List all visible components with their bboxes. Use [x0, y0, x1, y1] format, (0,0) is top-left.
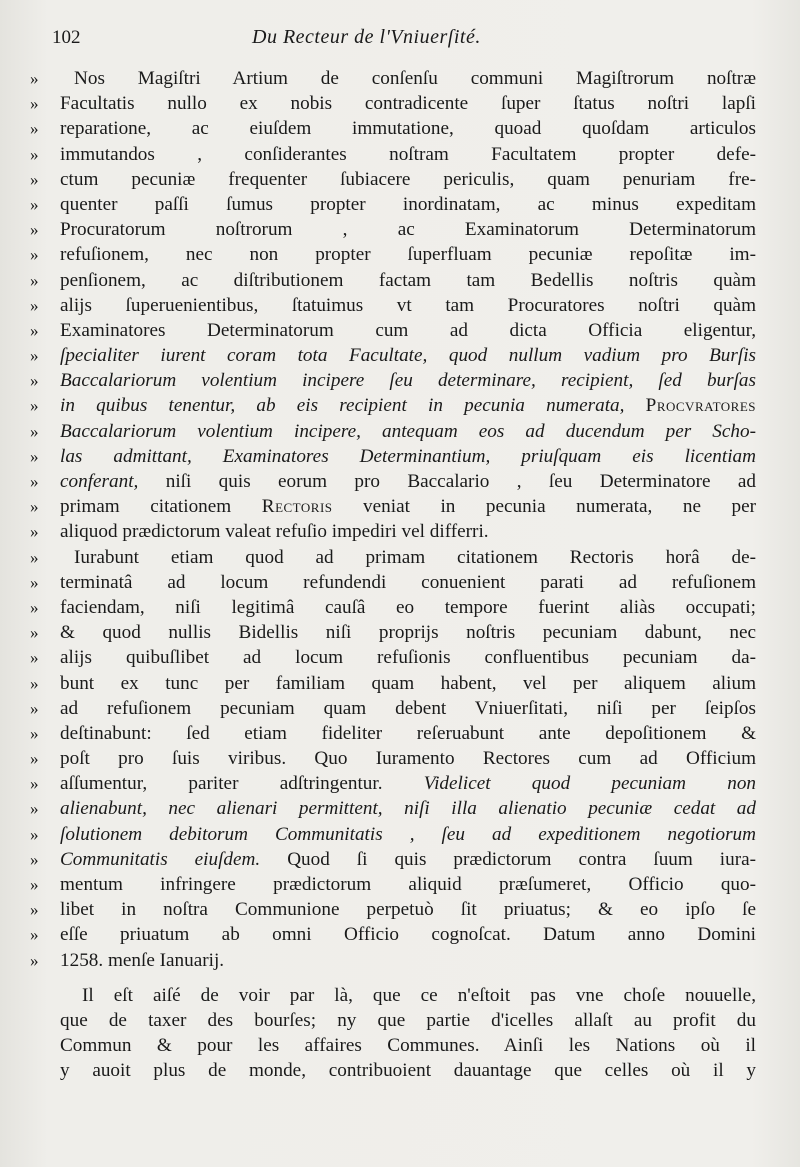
text-run: refuſionem, nec non propter ſuperfluam pecuniæ repoſitæ im- [60, 244, 756, 266]
line-text [60, 872, 756, 897]
line-text [60, 570, 756, 595]
line-text [60, 822, 756, 847]
text-run: mentum infringere prædictorum aliquid præſumeret, Officio quo- [60, 874, 756, 895]
text-line [30, 671, 756, 696]
text-run: Procvratores [645, 395, 756, 417]
text-run: terminatâ ad locum refundendi conuenient parati ad refuſionem [60, 571, 756, 593]
quote-mark: » [30, 69, 39, 88]
text-run: primam citationem [60, 496, 232, 518]
quote-mark: » [30, 119, 39, 139]
line-text [60, 746, 756, 771]
text-line [30, 897, 756, 922]
text-line [30, 796, 756, 821]
text-run: Videlicet quod pecuniam non [423, 773, 756, 795]
text-line [30, 242, 756, 267]
text-line [30, 1033, 756, 1058]
quote-mark: » [30, 270, 39, 290]
quote-mark: » [30, 396, 39, 416]
text-run: Rectoris [261, 496, 333, 518]
text-line [30, 91, 756, 116]
line-text [60, 217, 756, 242]
text-run: Communitatis eiuſdem. [60, 848, 261, 870]
line-text [60, 242, 756, 267]
text-line [30, 368, 756, 393]
line-text: Commun & pour les affaires Communes. Ainſi les Nations où il [60, 1035, 756, 1057]
quote-mark: » [30, 144, 39, 164]
text-run: Nos Magiſtri Artium de conſenſu communi Magiſtrorum noſtræ [74, 68, 756, 89]
line-text [60, 393, 756, 418]
quote-mark: » [30, 446, 39, 466]
line-text: y auoit plus de monde, contribuoient dauantage que celles où il y [60, 1060, 756, 1082]
text-run: poſt pro ſuis viribus. Quo Iuramento Rectores cum ad Officium [60, 748, 756, 770]
text-line [30, 1008, 756, 1033]
text-line [30, 595, 756, 620]
text-line [30, 343, 756, 368]
quote-mark: » [30, 774, 39, 794]
text-run: libet in noſtra Communione perpetuò ſit priuatus; & eo ipſo ſe [60, 899, 756, 921]
quote-mark: » [30, 824, 39, 844]
text-run: ad refuſionem pecuniam quam debent Vniuerſitati, niſi per ſeipſos [60, 697, 756, 719]
text-run: deſtinabunt: ſed etiam fideliter reſeruabunt ante depoſitionem & [60, 722, 756, 744]
line-text [60, 620, 756, 645]
quote-mark: » [30, 925, 39, 945]
text-run: Baccalariorum volentium incipere ſeu determinare, recipient, ſed burſas [60, 370, 756, 392]
text-run: las admittant, Examinatores Determinantium, priuſquam eis licentiam [60, 445, 756, 467]
quote-mark: » [30, 220, 39, 240]
line-text [60, 66, 756, 91]
line-text [60, 645, 756, 670]
text-line [30, 393, 756, 418]
text-line [30, 66, 756, 91]
line-text [60, 116, 756, 141]
text-line [30, 217, 756, 242]
line-text [60, 419, 756, 444]
quote-mark: » [30, 648, 39, 668]
quote-mark: » [30, 169, 39, 189]
line-text [60, 721, 756, 746]
line-text [60, 696, 756, 721]
text-line [30, 519, 756, 544]
text-line [30, 116, 756, 141]
text-run: penſionem, ac diſtributionem factam tam Bedellis noſtris quàm [60, 269, 756, 291]
quote-mark: » [30, 94, 39, 114]
text-line [30, 983, 756, 1008]
text-run: reparatione, ac eiuſdem immutatione, quoad quoſdam articulos [60, 118, 756, 140]
text-line [30, 922, 756, 947]
text-line [30, 142, 756, 167]
line-text [60, 771, 756, 796]
text-line [30, 192, 756, 217]
running-title: Du Recteur de l'Vniuerſité. [252, 26, 481, 48]
text-run: bunt ex tunc per familiam quam habent, vel per aliquem alium [60, 672, 756, 694]
page-number: 102 [52, 27, 81, 48]
text-line [30, 872, 756, 897]
text-line [30, 746, 756, 771]
line-text [60, 671, 756, 696]
text-line [30, 696, 756, 721]
text-run: eſſe priuatum ab omni Officio cognoſcat. Datum anno Domini [60, 924, 756, 946]
line-text [60, 545, 756, 570]
quote-mark: » [30, 698, 39, 718]
quote-mark: » [30, 371, 39, 391]
text-line [30, 268, 756, 293]
french-commentary [30, 983, 756, 1084]
text-line [30, 167, 756, 192]
text-line [30, 494, 756, 519]
quote-mark: » [30, 849, 39, 869]
text-run: aſſumentur, pariter adſtringentur. [60, 773, 383, 795]
quote-mark: » [30, 320, 39, 340]
quote-mark: » [30, 623, 39, 643]
quote-mark: » [30, 799, 39, 819]
text-line [30, 545, 756, 570]
quote-mark: » [30, 572, 39, 592]
line-text [60, 519, 756, 544]
line-text [60, 343, 756, 368]
text-run: alienabunt, nec alienari permittent, niſi illa alienatio pecuniæ cedat ad [60, 798, 756, 820]
text-run: alijs ſuperuenientibus, ſtatuimus vt tam Procuratores noſtri quàm [60, 294, 756, 316]
text-line [30, 822, 756, 847]
text-run: Procuratorum noſtrorum , ac Examinatorum Determinatorum [60, 219, 756, 241]
text-line [30, 318, 756, 343]
quote-mark: » [30, 522, 39, 542]
text-run: in quibus tenentur, ab eis recipient in pecunia numerata, [60, 395, 625, 417]
line-text [60, 444, 756, 469]
text-line [30, 721, 756, 746]
line-text [60, 318, 756, 343]
line-text [60, 796, 756, 821]
quote-mark: » [30, 900, 39, 920]
text-run: Facultatis nullo ex nobis contradicente ſuper ſtatus noſtri lapſi [60, 93, 756, 115]
quote-mark: » [30, 597, 39, 617]
text-line [30, 1058, 756, 1083]
quote-mark: » [30, 547, 39, 567]
line-text [60, 368, 756, 393]
quote-mark: » [30, 723, 39, 743]
text-run: quenter paſſi ſumus propter inordinatam, ac minus expeditam [60, 193, 756, 215]
text-run: alijs quibuſlibet ad locum refuſionis confluentibus pecuniam da- [60, 647, 756, 669]
text-run: veniat in pecunia numerata, ne per [363, 496, 756, 518]
text-line [30, 771, 756, 796]
line-text [60, 293, 756, 318]
text-run: ctum pecuniæ frequenter ſubiacere periculis, quam penuriam fre- [60, 168, 756, 190]
quote-mark: » [30, 472, 39, 491]
text-run: Examinatores Determinatorum cum ad dicta Officia eligentur, [60, 319, 756, 341]
text-line [30, 419, 756, 444]
quote-mark: » [30, 194, 39, 214]
quote-mark: » [30, 950, 39, 970]
text-run: 1258. menſe Ianuarij. [60, 949, 225, 971]
quote-mark: » [30, 245, 39, 265]
text-run: conferant, [60, 471, 139, 492]
line-text [60, 91, 756, 116]
quote-mark: » [30, 875, 39, 894]
text-line [30, 444, 756, 469]
text-run: Baccalariorum volentium incipere, antequam eos ad ducendum per Scho- [60, 420, 756, 442]
line-text [60, 897, 756, 922]
line-text [60, 268, 756, 293]
line-text [60, 469, 756, 494]
line-text: Il eſt aiſé de voir par là, que ce n'eſtoit pas vne choſe nouuelle, [82, 984, 756, 1006]
line-text [60, 167, 756, 192]
line-text [60, 494, 756, 519]
line-text [60, 595, 756, 620]
line-text [60, 192, 756, 217]
line-text: que de taxer des bourſes; ny que partie d'icelles allaſt au profit du [60, 1009, 756, 1031]
quote-mark: » [30, 497, 39, 517]
text-run: ſolutionem debitorum Communitatis , ſeu ad expeditionem negotiorum [60, 823, 756, 845]
text-run: faciendam, niſi legitimâ cauſâ eo tempore fuerint aliàs occupati; [60, 596, 756, 618]
text-line [30, 645, 756, 670]
text-run: immutandos , conſiderantes noſtram Facultatem propter defe- [60, 143, 756, 165]
line-text [60, 142, 756, 167]
text-line [30, 469, 756, 494]
text-line [30, 570, 756, 595]
text-line [30, 620, 756, 645]
text-run: & quod nullis Bidellis niſi proprijs noſtris pecuniam dabunt, nec [60, 622, 756, 644]
text-run: niſi quis eorum pro Baccalario , ſeu Determinatore ad [165, 471, 756, 492]
quote-mark: » [30, 295, 39, 315]
text-line [30, 948, 756, 973]
text-line [30, 293, 756, 318]
text-run: aliquod prædictorum valeat refuſio impediri vel differri. [60, 521, 489, 543]
line-text [60, 847, 756, 872]
latin-statute [30, 66, 756, 973]
line-text [60, 948, 756, 973]
quote-mark: » [30, 749, 39, 769]
text-run: Iurabunt etiam quod ad primam citationem Rectoris horâ de- [74, 546, 756, 568]
text-run: Quod ſi quis prædictorum contra ſuum iura- [287, 848, 756, 870]
page-header [30, 26, 756, 60]
text-line [30, 847, 756, 872]
text-run: ſpecialiter iurent coram tota Facultate, quod nullum vadium pro Burſis [60, 345, 756, 367]
line-text [60, 922, 756, 947]
quote-mark: » [30, 673, 39, 693]
quote-mark: » [30, 421, 39, 441]
quote-mark: » [30, 346, 39, 366]
